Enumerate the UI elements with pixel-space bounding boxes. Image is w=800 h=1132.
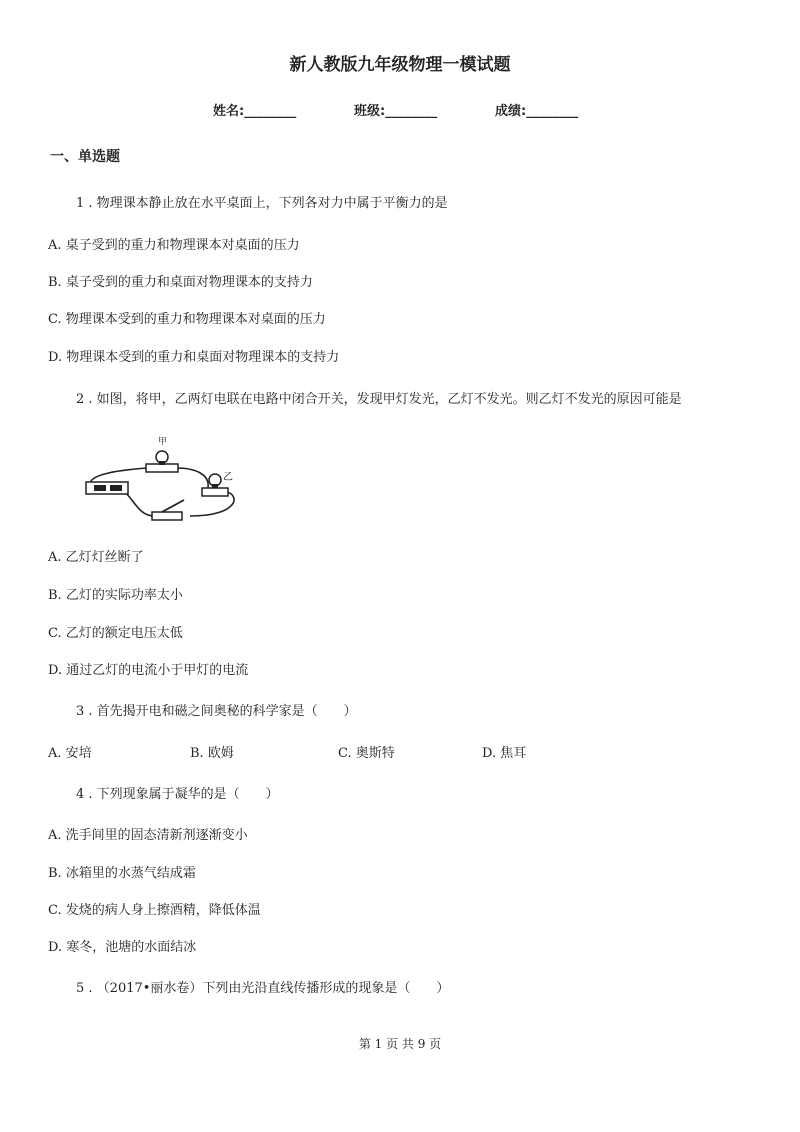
q2-option-c: C. 乙灯的额定电压太低 [48, 626, 183, 641]
name-field: 姓名:________ [213, 104, 297, 119]
q4-option-a: A. 洗手间里的固态清新剂逐渐变小 [48, 828, 248, 843]
question-1: 1 . 物理课本静止放在水平桌面上，下列各对力中属于平衡力的是 [76, 196, 448, 211]
question-5: 5 . （2017•丽水卷）下列由光沿直线传播形成的现象是（ ） [76, 981, 450, 996]
q4-option-c: C. 发烧的病人身上擦酒精，降低体温 [48, 903, 261, 918]
circuit-diagram [80, 432, 250, 524]
q4-option-d: D. 寒冬，池塘的水面结冰 [48, 940, 197, 955]
q2-option-a: A. 乙灯灯丝断了 [48, 550, 144, 565]
section-heading: 一、单选题 [50, 149, 120, 165]
page-footer: 第 1 页 共 9 页 [358, 1037, 442, 1051]
q3-option-b: B. 欧姆 [190, 746, 234, 761]
question-2: 2 . 如图，将甲，乙两灯电联在电路中闭合开关，发现甲灯发光，乙灯不发光。则乙灯不发光的原因可能是 [76, 392, 682, 407]
q3-option-c: C. 奥斯特 [338, 746, 395, 761]
q4-option-b: B. 冰箱里的水蒸气结成霜 [48, 866, 196, 881]
q2-option-d: D. 通过乙灯的电流小于甲灯的电流 [48, 663, 249, 678]
q1-option-c: C. 物理课本受到的重力和物理课本对桌面的压力 [48, 312, 326, 327]
q1-option-a: A. 桌子受到的重力和物理课本对桌面的压力 [48, 238, 300, 253]
q2-option-b: B. 乙灯的实际功率太小 [48, 588, 183, 603]
q3-option-d: D. 焦耳 [482, 746, 527, 761]
lamp-jia-label: 甲 [158, 437, 168, 447]
lamp-yi-label: 乙 [223, 472, 233, 483]
score-field: 成绩:________ [495, 104, 579, 119]
page-title: 新人教版九年级物理一模试题 [289, 55, 511, 75]
q1-option-d: D. 物理课本受到的重力和桌面对物理课本的支持力 [48, 350, 340, 365]
question-4: 4 . 下列现象属于凝华的是（ ） [76, 787, 279, 802]
question-3: 3 . 首先揭开电和磁之间奥秘的科学家是（ ） [76, 704, 357, 719]
q3-option-a: A. 安培 [48, 746, 92, 761]
q1-option-b: B. 桌子受到的重力和桌面对物理课本的支持力 [48, 275, 313, 290]
class-field: 班级:________ [354, 104, 438, 119]
